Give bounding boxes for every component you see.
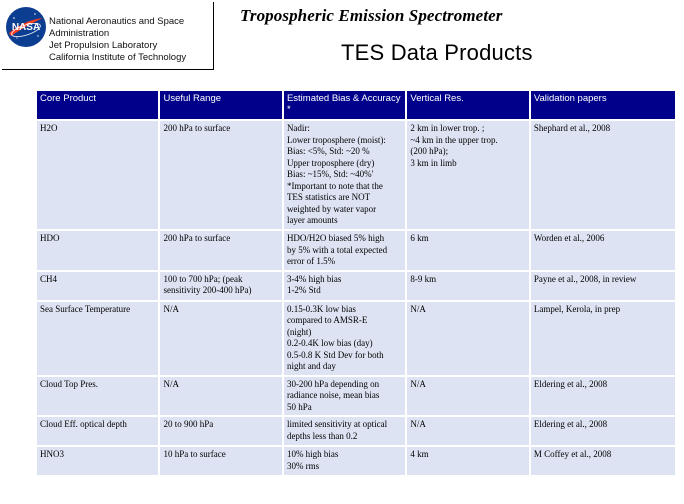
bias-line: 0.2-0.4K low bias (day)	[286, 338, 373, 348]
cell-bias	[284, 377, 405, 416]
vres-line: ~4 km in the upper trop.	[410, 134, 498, 145]
cell-vertical-res	[407, 417, 528, 445]
vres-line: 2 km in lower trop. ;	[410, 123, 485, 133]
table-row	[37, 377, 675, 416]
cell-vertical-res	[407, 121, 528, 229]
cell-product	[37, 231, 158, 270]
cell-range: N/A	[160, 302, 281, 375]
bias-line: 10% high bias	[286, 449, 339, 459]
product-name: H2O	[40, 123, 58, 133]
bias-line: 30-200 hPa depending on	[286, 378, 380, 389]
cell-validation: Worden et al., 2006	[531, 231, 675, 270]
page-subtitle: TES Data Products	[341, 40, 533, 65]
bias-line: Nadir:	[286, 123, 310, 133]
cell-vertical-res	[407, 231, 528, 270]
product-name: CH4	[40, 273, 58, 284]
organization-block	[49, 16, 186, 64]
cell-product	[37, 447, 158, 475]
vres-line: N/A	[410, 419, 426, 429]
cell-product	[37, 272, 158, 300]
vres-line: N/A	[410, 303, 426, 314]
vres-line: (200 hPa);	[410, 146, 449, 156]
bias-line: TES statistics are NOT	[286, 192, 371, 202]
cell-bias	[284, 417, 405, 445]
bias-line: Bias: ~15%, Std: ~40%'	[286, 169, 374, 179]
cell-range: 20 to 900 hPa	[160, 417, 281, 445]
bias-line: 0.15-0.3K low bias	[286, 303, 356, 314]
bias-line: *Important to note that the	[286, 180, 383, 191]
cell-range: N/A	[160, 377, 281, 416]
cell-product	[37, 377, 158, 416]
bias-line: night and day	[286, 361, 336, 371]
page-title: Tropospheric Emission Spectrometer	[240, 6, 503, 25]
bias-line: weighted by water vapor	[286, 203, 377, 214]
column-header-product: Core Product	[37, 91, 158, 119]
table-row	[37, 447, 675, 475]
bias-line: 50 hPa	[286, 401, 312, 412]
header-divider-vertical	[213, 2, 214, 70]
table-row	[37, 417, 675, 445]
cell-vertical-res	[407, 447, 528, 475]
cell-bias	[284, 231, 405, 270]
product-name: HNO3	[40, 449, 64, 459]
cell-validation: Shephard et al., 2008	[531, 121, 675, 229]
cell-range: 200 hPa to surface	[160, 121, 281, 229]
cell-range: 10 hPa to surface	[160, 447, 281, 475]
org-line: Administration	[49, 28, 110, 39]
bias-line: depths less than 0.2	[286, 430, 358, 441]
bias-line: (night)	[286, 326, 312, 337]
vres-line: N/A	[410, 378, 426, 389]
cell-validation: Eldering et al., 2008	[531, 377, 675, 416]
org-line: California Institute of Technology	[49, 52, 187, 63]
cell-bias	[284, 447, 405, 475]
column-header-bias: Estimated Bias & Accuracy *	[284, 91, 405, 119]
cell-vertical-res	[407, 272, 528, 300]
cell-bias	[284, 121, 405, 229]
cell-validation: Payne et al., 2008, in review	[531, 272, 675, 300]
product-name: Sea Surface Temperature	[40, 303, 131, 314]
header-divider-horizontal	[2, 69, 214, 70]
vres-line: 4 km	[410, 449, 429, 459]
org-line: National Aeronautics and Space	[49, 16, 185, 27]
table-row	[37, 302, 675, 375]
bias-line: limited sensitivity at optical	[286, 419, 388, 429]
bias-line: 30% rms	[286, 460, 320, 471]
bias-line: 3-4% high bias	[286, 273, 342, 284]
bias-line: Bias: <5%, Std: ~20 %	[286, 146, 370, 156]
vres-line: 8-9 km	[410, 273, 437, 284]
cell-bias	[284, 272, 405, 300]
cell-product	[37, 121, 158, 229]
nasa-logo	[5, 6, 47, 48]
cell-validation: Eldering et al., 2008	[531, 417, 675, 445]
bias-line: radiance noise, mean bias	[286, 390, 380, 400]
bias-line: 1-2% Std	[286, 285, 321, 295]
nasa-logo-text: NASA	[11, 22, 41, 33]
table-header-row	[37, 91, 675, 119]
cell-bias	[284, 302, 405, 375]
cell-range: 100 to 700 hPa; (peak sensitivity 200-400 hPa)	[160, 272, 281, 300]
cell-product	[37, 417, 158, 445]
cell-validation: Lampel, Kerola, in prep	[531, 302, 675, 375]
product-name: Cloud Top Pres.	[40, 378, 98, 389]
column-header-vertical-res: Vertical Res.	[407, 91, 528, 119]
cell-product	[37, 302, 158, 375]
table-row	[37, 272, 675, 300]
bias-line: compared to AMSR-E	[286, 315, 368, 325]
vres-line: 6 km	[410, 233, 429, 243]
table-row	[37, 121, 675, 229]
vres-line: 3 km in limb	[410, 157, 457, 168]
bias-line: Upper troposphere (dry)	[286, 157, 375, 168]
bias-line: HDO/H2O biased 5% high	[286, 233, 385, 243]
bias-line: layer amounts	[286, 215, 338, 225]
table-row	[37, 231, 675, 270]
cell-vertical-res	[407, 377, 528, 416]
column-header-validation: Validation papers	[531, 91, 675, 119]
product-name: Cloud Eff. optical depth	[40, 419, 127, 429]
bias-line: error of 1.5%	[286, 256, 336, 266]
product-name: HDO	[40, 233, 60, 243]
data-products-table	[35, 89, 677, 477]
org-line: Jet Propulsion Laboratory	[49, 40, 158, 51]
column-header-range: Useful Range	[160, 91, 281, 119]
cell-range: 200 hPa to surface	[160, 231, 281, 270]
bias-line: Lower troposphere (moist):	[286, 134, 386, 145]
bias-line: 0.5-0.8 K Std Dev for both	[286, 349, 384, 360]
cell-validation: M Coffey et al., 2008	[531, 447, 675, 475]
cell-vertical-res	[407, 302, 528, 375]
bias-line: by 5% with a total expected	[286, 244, 388, 255]
